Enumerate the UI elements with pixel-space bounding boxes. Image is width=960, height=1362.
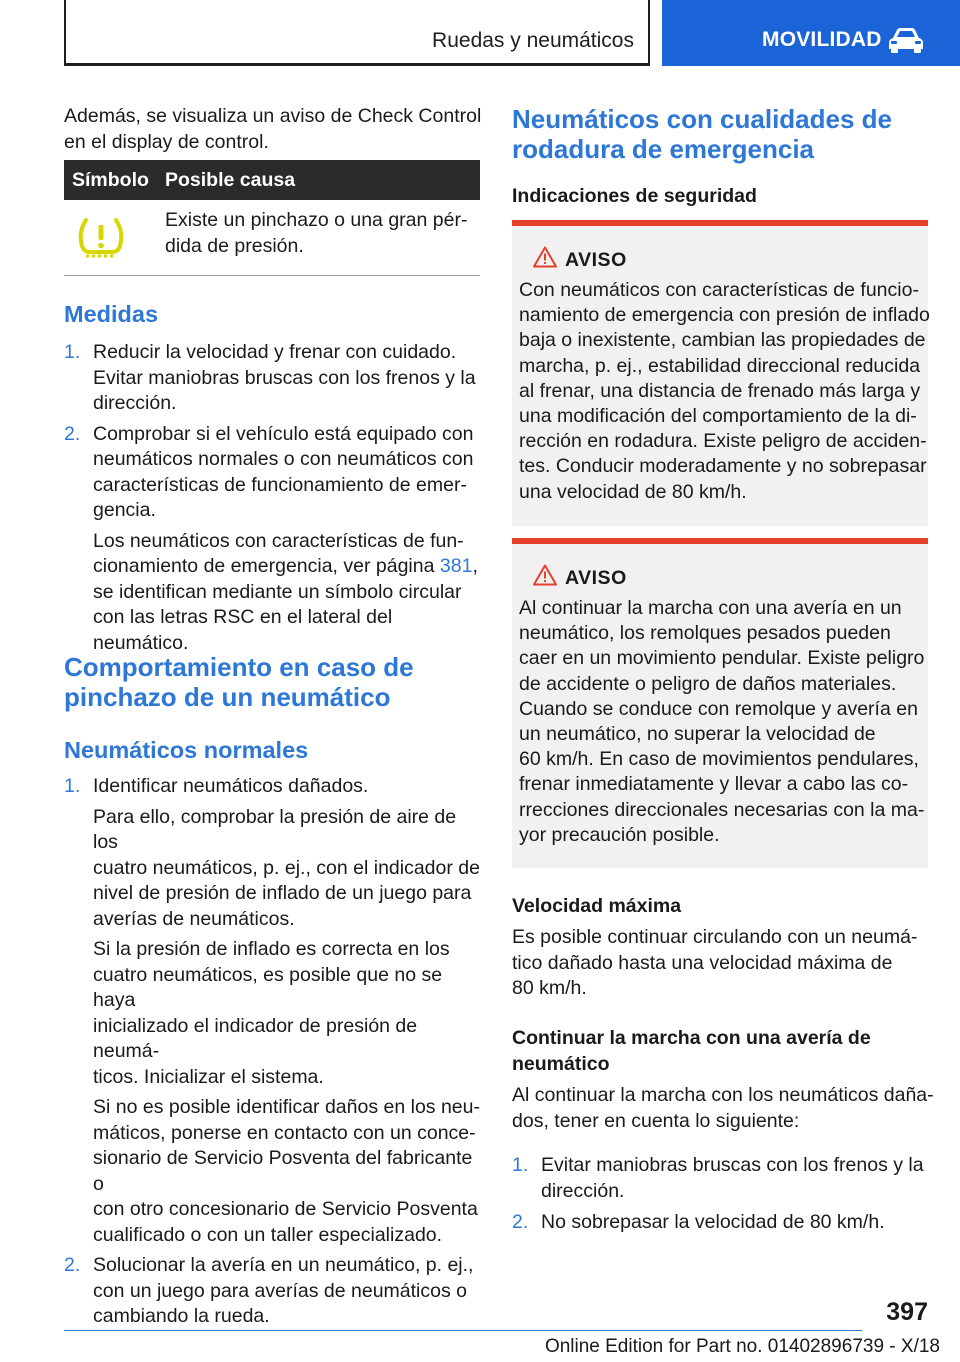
warning-box (512, 220, 928, 526)
warning-label: AVISO (565, 249, 627, 271)
list-item: 1. Reducir la velocidad y frenar con cuidado. Evitar maniobras bruscas con los frenos y la dirección. (64, 341, 476, 414)
list-item: 2. No sobrepasar la velocidad de 80 km/h. (512, 1211, 885, 1233)
heading-continuar-marcha: Continuar la marcha con una avería de neumático (512, 1027, 871, 1075)
intro-text: Además, se visualiza un aviso de Check Control en el display de control. (64, 105, 482, 153)
header-section (66, 0, 648, 63)
heading-rodadura-emergencia: Neumáticos con cualidades de rodadura de emergencia (512, 104, 893, 164)
header-chapter-title: MOVILIDAD (762, 28, 882, 51)
header-chapter-tab[interactable] (662, 0, 960, 66)
heading-indicaciones-seguridad: Indicaciones de seguridad (512, 185, 757, 207)
header-underline (64, 63, 650, 66)
list-item: 2. Solucionar la avería en un neumático, p. ej., con un juego para averías de neumáticos o cambiando la rueda. (64, 1254, 474, 1327)
warning-text: Con neumáticos con características de funcio- namiento de emergencia con presión de inflado baja o inexistente, cambian las propiedades de marcha, p. ej., estabilidad direccional reducida al frenar, una distancia de frenado más larga y una modificación del comportamiento de la di- rección en rodadura. Existe peligro de acciden- tes. Conducir moderadamente y no sobrepasar una velocidad de 80 km/h. (519, 279, 930, 503)
warning-text: Al continuar la marcha con una avería en un neumático, los remolques pesados pueden caer en un movimiento pendular. Existe peligro de accidente o peligro de daños materiales. Cuando se conduce con remolque y avería en un neumático, no superar la velocidad de 60 km/h. En caso de movimientos pendulares, frenar inmediatamente y llevar a cabo las co- rrecciones direccionales necesarias con la ma- yor precaución posible. (519, 597, 925, 846)
list-item: 1. Evitar maniobras bruscas con los frenos y la dirección. (512, 1154, 924, 1202)
header-section-title: Ruedas y neumáticos (432, 29, 634, 52)
medidas-list (64, 335, 484, 656)
normales-list (64, 769, 484, 1330)
tire-pressure-warning-icon (76, 216, 126, 260)
page-reference-link[interactable]: 381 (439, 555, 473, 577)
table-cell-cause: Existe un pinchazo o una gran pér- dida de presión. (165, 209, 468, 257)
velocidad-text: Es posible continuar circulando con un neumá- tico dañado hasta una velocidad máxima de 80 km/h. (512, 926, 918, 999)
heading-neumaticos-normales: Neumáticos normales (64, 737, 309, 763)
table-row (64, 200, 480, 275)
heading-comportamiento: Comportamiento en caso de pinchazo de un neumático (64, 652, 414, 712)
warning-triangle-icon (533, 246, 557, 268)
continuar-list (512, 1148, 932, 1236)
heading-medidas: Medidas (64, 301, 159, 327)
table-header-cause: Posible causa (165, 169, 296, 191)
car-icon (888, 27, 924, 53)
list-item: 1. Identificar neumáticos dañados. Para ello, comprobar la presión de aire de los cuatro neumáticos, p. ej., con el indicador de nivel de presión de inflado de un juego para averías de neumáticos. Si la presión de inflado es correcta en los cuatro neumáticos, es posible que no se haya inicializado el indicador de presión de neumá- ticos. Inicializar el sistema. Si no es posible identificar daños en los neu- máticos, ponerse en contacto con un conce- sionario de Servicio Posventa del fabricante o con otro concesionario de Servicio Posventa cualificado o con un taller especializado. (64, 775, 480, 1246)
heading-velocidad-maxima: Velocidad máxima (512, 895, 682, 917)
warning-box (512, 538, 928, 868)
footer-edition: Online Edition for Part no. 01402896739 - X/18 (544, 1336, 940, 1357)
warning-header (519, 226, 920, 278)
continuar-text: Al continuar la marcha con los neumáticos daña- dos, tener en cuenta lo siguiente: (512, 1084, 934, 1132)
table-header (64, 160, 480, 200)
table-header-symbol: Símbolo (72, 169, 149, 191)
page-number: 397 (886, 1298, 928, 1326)
warning-label: AVISO (565, 567, 627, 589)
warning-triangle-icon (533, 564, 557, 586)
list-item: 2. Comprobar si el vehículo está equipado con neumáticos normales o con neumáticos con características de funcionamiento de emer- gencia. Los neumáticos con características de fun- cionamiento de emergencia, ver página 381, se identifican mediante un símbolo circular con las letras RSC en el lateral del neumático. (64, 422, 478, 654)
header-divider-right (648, 0, 650, 66)
table-bottom-rule (64, 275, 480, 276)
warning-header (519, 544, 920, 596)
footer-rule (64, 1330, 862, 1331)
